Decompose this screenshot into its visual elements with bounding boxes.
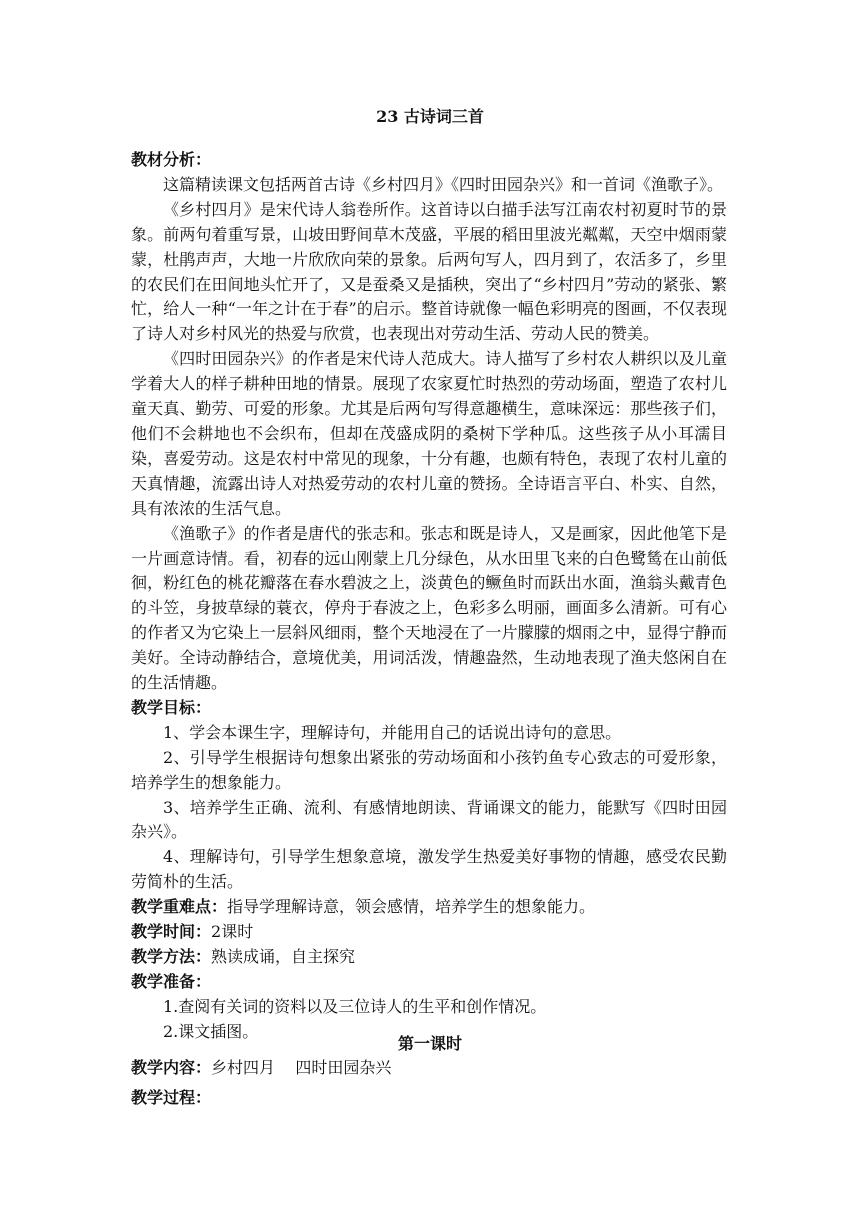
goal-item: 2、引导学生根据诗句想象出紧张的劳动场面和小孩钓鱼专心致志的可爱形象，培养学生的想象能力。	[131, 747, 727, 792]
time-value: 2课时	[211, 922, 254, 942]
key-points-label: 教学重难点：	[131, 897, 228, 917]
analysis-section	[131, 148, 727, 1045]
key-points-row	[131, 895, 727, 920]
method-row	[131, 945, 727, 970]
method-label: 教学方法：	[131, 947, 212, 966]
analysis-paragraph: 《乡村四月》是宋代诗人翁卷所作。这首诗以白描手法写江南农村初夏时节的景象。前两句着重写景，山坡田野间草木茂盛，平展的稻田里波光粼粼，天空中烟雨蒙蒙，杜鹃声声，大地一片欣欣向荣的景象。后两句写人，四月到了，农活多了，乡里的农民们在田间地头忙开了，又是蚕桑又是插秧，突出了“乡村四月”劳动的紧张、繁忙，给人一种“一年之计在于春”的启示。整首诗就像一幅色彩明亮的图画，不仅表现了诗人对乡村风光的热爱与欣赏，也表现出对劳动生活、劳动人民的赞美。	[131, 199, 727, 344]
analysis-paragraph: 《四时田园杂兴》的作者是宋代诗人范成大。诗人描写了乡村农人耕织以及儿童学着大人的样子耕种田地的情景。展现了农家夏忙时热烈的劳动场面，塑造了农村儿童天真、勤劳、可爱的形象。尤其是后两句写得意趣横生，意味深远：那些孩子们，他们不会耕地也不会织布，但却在茂盛成阴的桑树下学种瓜。这些孩子从小耳濡目染，喜爱劳动。这是农村中常见的现象，十分有趣，也颇有特色，表现了农村儿童的天真情趣，流露出诗人对热爱劳动的农村儿童的赞扬。全诗语言平白、朴实、自然，具有浓浓的生活气息。	[131, 349, 727, 518]
time-label: 教学时间：	[131, 922, 212, 942]
prep-label: 教学准备：	[131, 971, 212, 991]
goal-item: 3、培养学生正确、流利、有感情地朗读、背诵课文的能力，能默写《四时田园杂兴》。	[131, 797, 727, 842]
page-title: 23 古诗词三首	[376, 107, 484, 126]
analysis-paragraph: 《渔歌子》的作者是唐代的张志和。张志和既是诗人，又是画家，因此他笔下是一片画意诗情。看，初春的远山刚蒙上几分绿色，从水田里飞来的白色鹭鸶在山前低徊，粉红色的桃花瓣落在春水碧波之上，淡黄色的鳜鱼时而跃出水面，渔翁头戴青色的斗笠，身披草绿的蓑衣，停舟于春波之上，色彩多么明丽，画面多么清新。可有心的作者又为它染上一层斜风细雨，整个天地浸在了一片朦朦的烟雨之中，显得宁静而美好。全诗动静结合，意境优美，用词活泼，情趣盎然，生动地表现了渔夫悠闲自在的生活情趣。	[131, 523, 727, 693]
prep-row	[131, 970, 727, 995]
prep-item: 1.查阅有关词的资料以及三位诗人的生平和创作情况。	[163, 996, 547, 1016]
analysis-paragraph: 这篇精读课文包括两首古诗《乡村四月》《四时田园杂兴》和一首词《渔歌子》。	[163, 174, 724, 194]
goal-item: 4、理解诗句，引导学生想象意境，激发学生热爱美好事物的情趣，感受农民勤劳简朴的生活。	[131, 847, 727, 892]
prep-item: 2.课文插图。	[163, 1021, 259, 1041]
lesson-process-label: 教学过程：	[131, 1088, 212, 1107]
goal-item: 1、学会本课生字，理解诗句，并能用自己的话说出诗句的意思。	[163, 722, 622, 742]
goals-heading: 教学目标：	[131, 697, 212, 717]
lesson-content-label: 教学内容：	[131, 1058, 212, 1077]
lesson-process-row	[131, 1086, 727, 1111]
method-value: 熟读成诵，自主探究	[211, 947, 356, 966]
key-points-value: 指导学理解诗意，领会感情，培养学生的想象能力。	[227, 897, 596, 917]
lesson-content-value: 乡村四月 四时田园杂兴	[211, 1058, 392, 1077]
lesson-heading: 第一课时	[397, 1034, 462, 1053]
analysis-heading: 教材分析：	[131, 150, 212, 169]
time-row	[131, 920, 727, 945]
lesson-content-row	[131, 1056, 727, 1081]
